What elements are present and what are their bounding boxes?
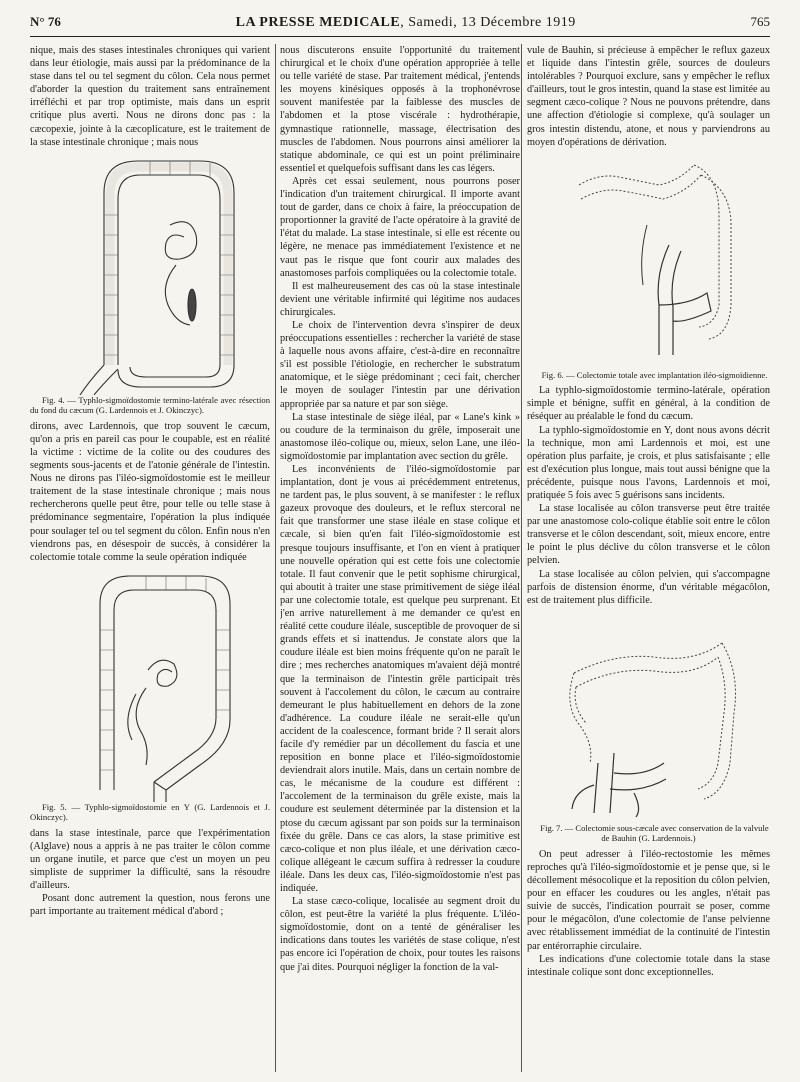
paragraph: La typhlo-sigmoïdostomie en Y, dont nous avons décrit la technique, mon ami Lardennois et moi, est une opération plus parfaite, je crois, et plus satisfaisante ; elle est d'exécution plus longue, mais tout aussi bénigne que la précédente, puisque nous l'avons, Lardennois et moi, pratiquée 5 fois avec 5 guérisons sans incidents. xyxy=(527,424,770,501)
paragraph: La stase localisée au côlon pelvien, qui s'accompagne parfois de distension énorme, d'un véritable mégacôlon, est de traitement plus difficile. xyxy=(527,568,770,606)
figure-caption: Fig. 7. — Colectomie sous-cæcale avec conservation de la valvule de Bauhin (G. Lardennois.) xyxy=(540,822,769,844)
issue-number: N° 76 xyxy=(30,14,61,29)
paragraph: La stase cæco-colique, localisée au segment droit du côlon, est peut-être la variété la plus fréquente. L'iléo-sigmoïdostomie, dont on a tenté de généraliser les indications dans toutes les variétés de stase colique, n'est pas encore ici l'opération de choix, pour toutes les raisons que j'ai dites. Pourquoi négliger la fonction de la val- xyxy=(280,896,520,973)
fig7-illustration xyxy=(554,613,744,823)
journal-name: LA PRESSE MEDICALE xyxy=(235,15,401,30)
paragraph: vule de Bauhin, si précieuse à empêcher le reflux gazeux et liquide dans l'intestin grêle, sources de douleurs intolérables ? Pourquoi exclure, sans y empêcher le reflux d'ailleurs, tout le gros intestin, quand la stase est limitée au segment cæco-colique ? Nous ne pouvons prétendre, dans une affection d'étiologie si complexe, qu'à soulager un gros intestin distendu, atone, et nous y parviendrons au moyen d'opérations de dérivation. xyxy=(527,45,770,148)
fig6-illustration xyxy=(559,155,739,370)
figure-6 xyxy=(527,155,770,381)
figure-5 xyxy=(30,570,270,823)
column-middle xyxy=(280,44,520,1074)
paragraph: Les inconvénients de l'iléo-sigmoïdostomie par implantation, dont je vous ai précédemment entretenus, ne tardent pas, le plus souvent, à se manifester : le reflux gazeux provoque des douleurs, et le reflux stercoral ne fait que transformer une stase iléale en stase colique et cæcale, si bien qu'en fait l'iléo-sigmoïdostomie est presque toujours insuffisante, et l'on en vient à pratiquer une nouvelle opération qui est cette fois une colectomie totale. Il faut convenir que le petit sophisme chirurgical, qui aboutit à traiter une stase primitivement de siège iléal par une colectomie totale, est quelque peu surprenant. Et j'en arrive naturellement à me demander ce qu'est en réalité cette coudure iléale, susceptible de provoquer de si grands effets et si inattendus. Je constate alors que la coudure iléale est bien moins fréquente qu'on ne paraît le dire ; mes recherches anatomiques m'avaient déjà montré que la terminaison de l'intestin grêle participait très souvent à l'accolement du côlon, le cæcum au contraire demeurant le plus habituellement en dehors de la zone d'adhérence. La coudure iléale ne serait-elle qu'un accident de la coalescence, formant bride ? Il serait alors facile d'y remédier par un décollement du fascia et une reposition en bonne place et l'iléo-sigmoïdostomie deviendrait alors inutile. Mais, dans un certain nombre de cas, le mécanisme de la coudure est différent : l'accolement de la terminaison du grêle existe, mais la coudure est seulement déterminée par la distension et la ptose du cæcum agissant par son poids sur la terminaison fixée du grêle. Dans ce cas alors, la stase primitive est cæco-colique et non plus iléale, et une dérivation cæco-colique allégeant le cæcum suffira à redresser la coudure iléale. Dans les deux cas, l'iléo-sigmoïdostomie n'est pas indiquée. xyxy=(280,464,520,894)
fig4-illustration xyxy=(50,155,250,395)
paragraph: La stase intestinale de siège iléal, par « Lane's kink » ou coudure de la terminaison du grêle, imposerait une anastomose iléo-colique ou, mieux, selon Lane, une iléo-sigmoïdostomie par implantation avec section du grêle. xyxy=(280,411,520,462)
journal-title-line xyxy=(236,15,576,31)
paragraph: nique, mais des stases intestinales chroniques qui varient dans leur étiologie, mais aussi par la prédominance de la stase dans tel ou tel segment du côlon. Cela nous permet d'aborder la question du traitement sans entraînement irréfléchi et par trop optimiste, mais dans un esprit critique plus averti. Nous ne dirons donc pas : la cæcopexie, jointe à la cæcoplicature, est le traitement de la stase intestinale chronique ; mais nous xyxy=(30,45,270,148)
paragraph: Le choix de l'intervention devra s'inspirer de deux préoccupations essentielles : rechercher la variété de stase à laquelle nous avons affaire, c'est-à-dire en reconnaître s'il est possible l'étiologie, en rechercher le substratum anatomique, et le siège prédominant ; ceci fait, chercher le moyen de soulager l'intestin par une dérivation appropriée par sa nature et par son siège. xyxy=(280,319,520,410)
paragraph: On peut adresser à l'iléo-rectostomie les mêmes reproches qu'à l'iléo-sigmoïdostomie et je pense que, si le décollement mésocolique et la reposition du côlon pelvien, pour en effacer les coudures ou les angles, n'était pas suivie de succès, l'indication pourrait se poser, comme pour le mégacôlon, d'une colectomie de l'anse pelvienne avec rétablissement immédiat de la continuité de l'intestin par entérorraphie circulaire. xyxy=(527,848,770,952)
figure-caption: Fig. 4. — Typhlo-sigmoïdostomie termino-latérale avec résection du fond du cæcum (G. Lardennois et J. Okinczyc). xyxy=(30,394,270,416)
paragraph: Posant donc autrement la question, nous ferons une part importante au traitement médical d'abord ; xyxy=(30,893,270,918)
fig5-illustration xyxy=(50,570,250,802)
paragraph: Les indications d'une colectomie totale dans la stase intestinale colique sont donc exceptionnelles. xyxy=(527,953,770,978)
paragraph: Après cet essai seulement, nous pourrons poser l'indication d'un traitement chirurgical. Il importe avant tout de garder, dans ce choix à faire, la préoccupation de proportionner la gravité de l'acte opératoire à la gravité de l'état du malade. La stase intestinale, si elle est récente ou légère, ne menace pas immédiatement l'existence et ne vaut pas le risque que font courir aux malades des anastomoses parfois compliquées ou la colectomie totale. xyxy=(280,175,520,279)
page-number: 765 xyxy=(750,14,770,29)
figure-4 xyxy=(30,155,270,416)
column-left xyxy=(30,44,270,1074)
paragraph: La typhlo-sigmoïdostomie termino-latérale, opération simple et bénigne, suffit en général, à la condition de réséquer au préalable le fond du cæcum. xyxy=(527,385,770,423)
page-header xyxy=(30,14,770,37)
paragraph: dans la stase intestinale, parce que l'expérimentation (Alglave) nous a appris à ne pas traiter le côlon comme un organe inutile, et parce que c'est un moyen un peu simpliste de supprimer la difficulté, sans la résoudre d'ailleurs. xyxy=(30,827,270,892)
column-divider xyxy=(521,44,522,1072)
issue-date: , Samedi, 13 Décembre 1919 xyxy=(400,15,576,30)
figure-7 xyxy=(527,613,770,844)
column-right xyxy=(527,44,770,1074)
column-divider xyxy=(275,44,276,1072)
paragraph: Il est malheureusement des cas où la stase intestinale devient une véritable infirmité qui légitime nos audaces chirurgicales. xyxy=(280,280,520,318)
paragraph: La stase localisée au côlon transverse peut être traitée par une anastomose colo-colique établie soit entre le côlon transverse et le côlon descendant, soit, mieux encore, entre le point le plus déclive du côlon transverse et le côlon pelvien. xyxy=(527,503,770,567)
paragraph: nous discuterons ensuite l'opportunité du traitement chirurgical et le choix d'une opération appropriée à telle ou telle variété de stase. Par traitement médical, j'entends les moyens kinésiques opposés à la trophonévrose souvent manifestée par la faiblesse des muscles de l'abdomen et la ptose viscérale : hydrothérapie, gymnastique rationnelle, massage, électrisation des muscles de l'abdomen. Nous pourrons ainsi améliorer la statique abdominale, ce qui est un point préliminaire essentiel et quelquefois suffisant dans les cas légers. xyxy=(280,45,520,174)
figure-caption: Fig. 5. — Typhlo-sigmoïdostomie en Y (G. Lardennois et J. Okinczyc). xyxy=(30,801,270,823)
figure-caption: Fig. 6. — Colectomie totale avec implantation iléo-sigmoïdienne. xyxy=(541,369,768,380)
paragraph: dirons, avec Lardennois, que trop souvent le cæcum, qu'on a pris en pareil cas pour le coupable, est en réalité la victime : victime de la colite ou des coudures des segments sous-jacents et de l'atonie générale de l'intestin. Nous ne dirons pas l'iléo-sigmoïdostomie est le meilleur traitement de la stase intestinale chronique ; mais nous rechercherons quelle peut être, pour telle ou telle stase à prédominance segmentaire, l'opération la plus indiquée pour soulager tel ou tel segment du côlon. Enfin nous n'en viendrons pas, en désespoir de succès, à considérer la colectomie totale comme la seule opération indiquée xyxy=(30,420,270,563)
